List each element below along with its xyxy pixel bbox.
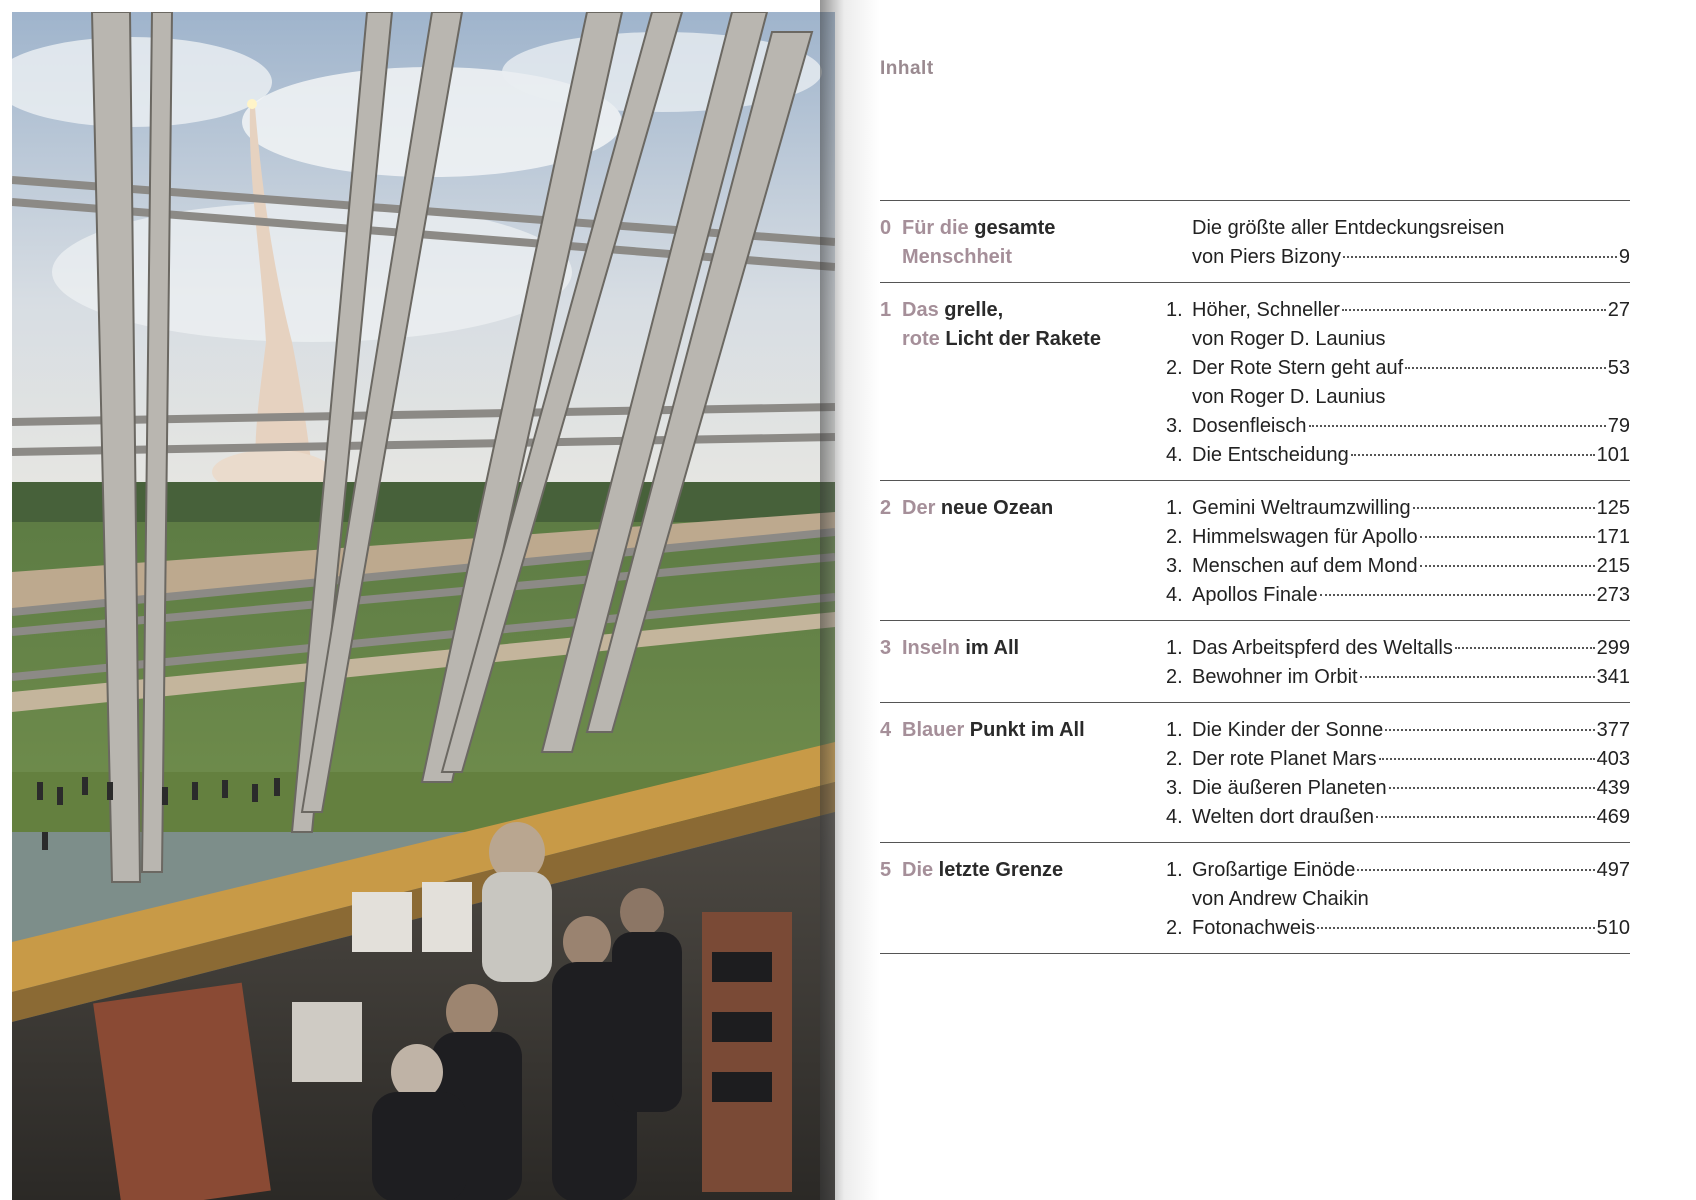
section-heading	[880, 716, 1166, 832]
section-title-light: Die	[902, 859, 934, 881]
section-heading	[880, 494, 1166, 610]
toc-entry	[1166, 214, 1630, 243]
section-heading	[880, 214, 1166, 272]
entry-number: 1.	[1166, 859, 1183, 881]
entry-title: Die Kinder der Sonne	[1192, 719, 1384, 741]
section-title-light: Das	[902, 299, 939, 321]
entry-title: Himmelswagen für Apollo	[1192, 526, 1418, 548]
section-entries	[1166, 634, 1630, 692]
toc-entry	[1166, 914, 1630, 943]
entry-page-number: 469	[1596, 806, 1630, 828]
entry-page-number: 53	[1607, 357, 1630, 379]
toc-entry	[1166, 634, 1630, 663]
toc-entry	[1166, 552, 1630, 581]
entry-page-number: 439	[1596, 777, 1630, 799]
entry-body	[1192, 412, 1630, 441]
section-heading	[880, 856, 1166, 943]
dot-leader	[1376, 816, 1595, 818]
section-title-light: Menschheit	[902, 246, 1013, 268]
entry-number: 2.	[1166, 748, 1183, 770]
section-number: 4	[880, 719, 892, 741]
entry-line	[1192, 552, 1630, 581]
entry-title: Der Rote Stern geht auf	[1192, 357, 1404, 379]
dot-leader	[1385, 729, 1594, 731]
entry-line	[1192, 914, 1630, 943]
toc-entry	[1166, 745, 1630, 774]
entry-title: Die äußeren Planeten	[1192, 777, 1387, 799]
entry-page-number: 299	[1596, 637, 1630, 659]
toc-entry	[1166, 663, 1630, 692]
entry-page-number: 9	[1618, 246, 1630, 268]
entry-number: 4.	[1166, 444, 1183, 466]
entry-title: Fotonachweis	[1192, 917, 1316, 939]
entry-title: von Piers Bizony	[1192, 246, 1341, 268]
dot-leader	[1351, 454, 1595, 456]
toc-entry	[1166, 412, 1630, 441]
section-entries	[1166, 214, 1630, 272]
entry-number: 3.	[1166, 777, 1183, 799]
section-title-dark: Licht der Rakete	[939, 328, 1101, 350]
entry-author: von Andrew Chaikin	[1192, 888, 1369, 910]
entry-body	[1192, 803, 1630, 832]
toc-section	[880, 282, 1630, 480]
toc-entry	[1166, 243, 1630, 272]
page-heading: Inhalt	[880, 58, 934, 79]
entry-number: 1.	[1166, 497, 1183, 519]
entry-page-number: 403	[1596, 748, 1630, 770]
toc-entry	[1166, 774, 1630, 803]
book-gutter-shadow	[820, 0, 880, 1200]
entry-line	[1192, 243, 1630, 272]
section-title-light: Für die	[902, 217, 969, 239]
section-number: 3	[880, 637, 892, 659]
entry-body	[1192, 581, 1630, 610]
toc-section	[880, 620, 1630, 702]
section-title-dark: Punkt im All	[964, 719, 1085, 741]
dot-leader	[1342, 309, 1606, 311]
entry-number	[1166, 214, 1192, 243]
toc-list	[880, 200, 1630, 954]
entry-body	[1192, 914, 1630, 943]
entry-line	[1192, 581, 1630, 610]
entry-title: Bewohner im Orbit	[1192, 666, 1358, 688]
entry-line	[1192, 856, 1630, 885]
entry-page-number: 510	[1596, 917, 1630, 939]
entry-title: Das Arbeitspferd des Weltalls	[1192, 637, 1453, 659]
dot-leader	[1389, 787, 1595, 789]
dot-leader	[1455, 647, 1595, 649]
dot-leader	[1379, 758, 1595, 760]
entry-title: Dosenfleisch	[1192, 415, 1307, 437]
section-title-light: Blauer	[902, 719, 965, 741]
toc-entry	[1166, 441, 1630, 470]
toc-section	[880, 200, 1630, 282]
entry-body	[1192, 745, 1630, 774]
toc-section	[880, 842, 1630, 954]
entry-number: 2.	[1166, 526, 1183, 548]
entry-number: 2.	[1166, 666, 1183, 688]
launch-photo-illustration	[12, 12, 835, 1200]
entry-page-number: 27	[1607, 299, 1630, 321]
dot-leader	[1420, 565, 1595, 567]
entry-author: von Roger D. Launius	[1192, 386, 1386, 408]
entry-title: Apollos Finale	[1192, 584, 1318, 606]
section-entries	[1166, 716, 1630, 832]
entry-body	[1192, 494, 1630, 523]
entry-page-number: 101	[1596, 444, 1630, 466]
entry-body	[1192, 663, 1630, 692]
entry-line	[1192, 441, 1630, 470]
entry-title: Der rote Planet Mars	[1192, 748, 1377, 770]
dot-leader	[1320, 594, 1595, 596]
entry-page-number: 215	[1596, 555, 1630, 577]
section-number: 0	[880, 217, 892, 239]
entry-number: 3.	[1166, 415, 1183, 437]
dot-leader	[1343, 256, 1617, 258]
entry-number: 2.	[1166, 357, 1183, 379]
entry-line	[1192, 494, 1630, 523]
entry-body	[1192, 716, 1630, 745]
section-title-dark: im All	[959, 637, 1020, 659]
section-title	[902, 856, 1063, 943]
toc-section	[880, 480, 1630, 620]
entry-number: 1.	[1166, 637, 1183, 659]
entry-page-number: 497	[1596, 859, 1630, 881]
toc-entry	[1166, 803, 1630, 832]
entry-title: Menschen auf dem Mond	[1192, 555, 1418, 577]
entry-body	[1192, 774, 1630, 803]
entry-body	[1192, 243, 1630, 272]
entry-line	[1192, 523, 1630, 552]
entry-number: 4.	[1166, 584, 1183, 606]
entry-body	[1192, 354, 1630, 412]
toc-entry	[1166, 296, 1630, 354]
dot-leader	[1405, 367, 1606, 369]
entry-line	[1192, 803, 1630, 832]
entry-line	[1192, 774, 1630, 803]
entry-page-number: 79	[1607, 415, 1630, 437]
section-title	[902, 716, 1085, 832]
section-heading	[880, 634, 1166, 692]
entry-number: 1.	[1166, 299, 1183, 321]
section-title	[902, 296, 1101, 470]
entry-page-number: 171	[1596, 526, 1630, 548]
toc-entry	[1166, 716, 1630, 745]
section-title-light: Inseln	[902, 637, 960, 659]
entry-title: Die Entscheidung	[1192, 444, 1349, 466]
entry-body	[1192, 441, 1630, 470]
table-of-contents-page	[880, 0, 1696, 1200]
entry-line	[1192, 745, 1630, 774]
launch-photo	[12, 12, 835, 1200]
toc-entry	[1166, 581, 1630, 610]
section-number: 2	[880, 497, 892, 519]
entry-number: 3.	[1166, 555, 1183, 577]
toc-entry	[1166, 523, 1630, 552]
entry-line	[1192, 296, 1630, 325]
entry-line	[1192, 214, 1630, 243]
toc-entry	[1166, 354, 1630, 412]
entry-line	[1192, 716, 1630, 745]
section-title-light: Der	[902, 497, 936, 519]
entry-author: von Roger D. Launius	[1192, 328, 1386, 350]
section-title-dark: letzte Grenze	[933, 859, 1064, 881]
entry-title: Höher, Schneller	[1192, 299, 1340, 321]
dot-leader	[1357, 869, 1594, 871]
section-title	[902, 214, 1055, 272]
entry-title: Die größte aller Entdeckungsreisen	[1192, 217, 1505, 239]
entry-title: Großartige Einöde	[1192, 859, 1356, 881]
entry-body	[1192, 856, 1630, 914]
toc-section	[880, 702, 1630, 842]
entry-body	[1192, 296, 1630, 354]
section-title	[902, 634, 1019, 692]
entry-page-number: 125	[1596, 497, 1630, 519]
entry-number: 1.	[1166, 719, 1183, 741]
dot-leader	[1317, 927, 1594, 929]
dot-leader	[1420, 536, 1595, 538]
entry-page-number: 341	[1596, 666, 1630, 688]
section-title-dark: neue Ozean	[935, 497, 1054, 519]
entry-line	[1192, 634, 1630, 663]
entry-title: Gemini Weltraumzwilling	[1192, 497, 1411, 519]
section-number: 5	[880, 859, 892, 881]
section-heading	[880, 296, 1166, 470]
entry-page-number: 377	[1596, 719, 1630, 741]
entry-body	[1192, 214, 1630, 243]
section-title	[902, 494, 1053, 610]
section-number: 1	[880, 299, 892, 321]
toc-entry	[1166, 856, 1630, 914]
section-title-dark: grelle,	[938, 299, 1004, 321]
entry-page-number: 273	[1596, 584, 1630, 606]
entry-line	[1192, 412, 1630, 441]
section-title-dark: gesamte	[968, 217, 1056, 239]
dot-leader	[1413, 507, 1595, 509]
entry-number: 2.	[1166, 917, 1183, 939]
dot-leader	[1309, 425, 1606, 427]
entry-line	[1192, 354, 1630, 383]
entry-number: 4.	[1166, 806, 1183, 828]
toc-entry	[1166, 494, 1630, 523]
entry-body	[1192, 552, 1630, 581]
entry-body	[1192, 523, 1630, 552]
section-entries	[1166, 296, 1630, 470]
entry-title: Welten dort draußen	[1192, 806, 1374, 828]
entry-line	[1192, 663, 1630, 692]
entry-number	[1166, 243, 1192, 272]
section-entries	[1166, 494, 1630, 610]
dot-leader	[1360, 676, 1595, 678]
section-title-light: rote	[902, 328, 940, 350]
section-entries	[1166, 856, 1630, 943]
entry-body	[1192, 634, 1630, 663]
